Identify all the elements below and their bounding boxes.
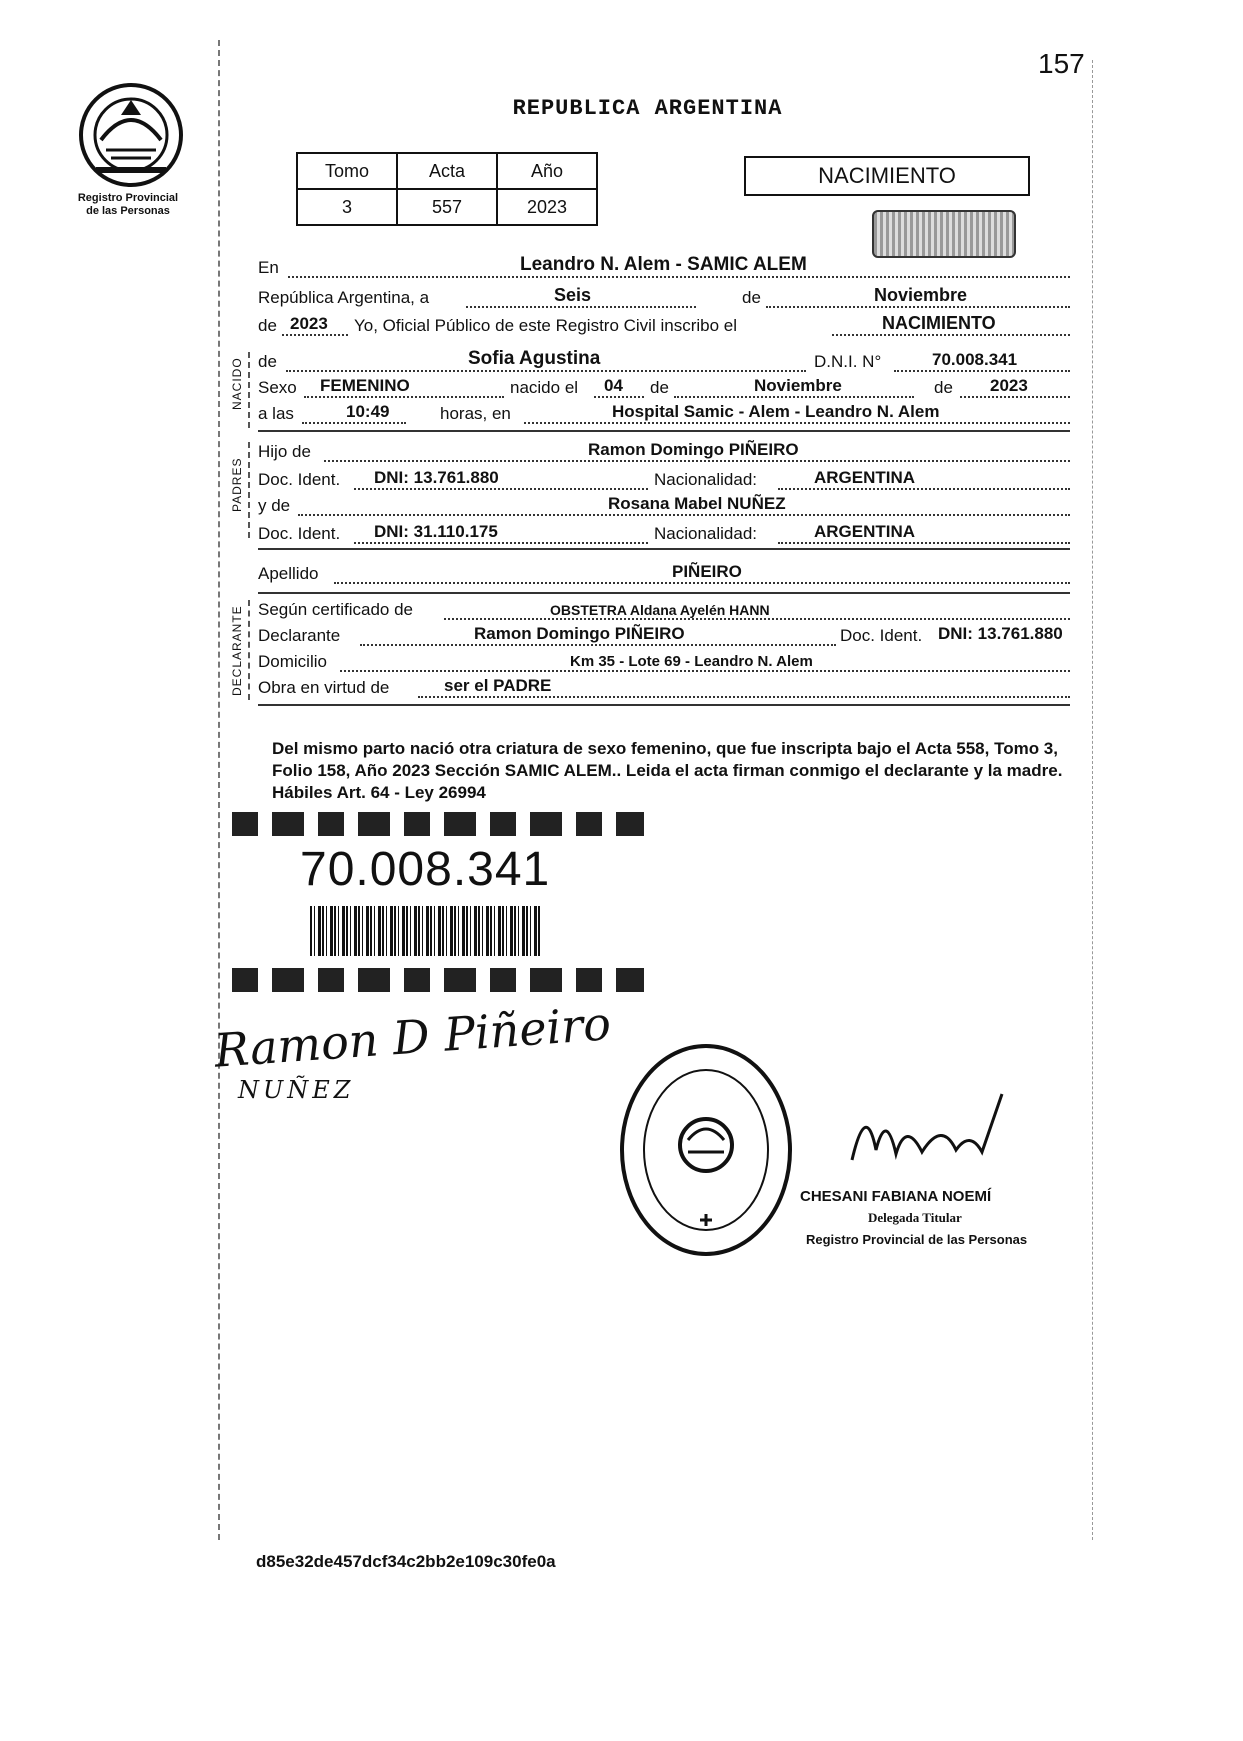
ref-header-tomo: Tomo — [297, 153, 397, 189]
seal-caption-line2: de las Personas — [86, 205, 170, 217]
right-margin-line — [1092, 60, 1093, 1540]
label-padre-doc: Doc. Ident. — [258, 470, 341, 489]
label-nac-de: de — [650, 378, 669, 397]
label-nacido-el: nacido el — [510, 378, 579, 397]
seal-caption — [58, 192, 198, 218]
label-obra: Obra en virtud de — [258, 678, 390, 697]
row-domicilio — [258, 648, 1070, 674]
officer-signature-icon — [846, 1090, 1006, 1180]
declarante-side-bar — [248, 600, 250, 700]
officer-org: Registro Provincial de las Personas — [806, 1232, 1028, 1247]
value-inscribo: NACIMIENTO — [882, 313, 996, 333]
row-hora — [258, 400, 1070, 426]
officer-signature — [846, 1090, 1006, 1180]
value-madre-doc: DNI: 31.110.175 — [374, 522, 498, 541]
value-sexo: FEMENINO — [320, 376, 410, 395]
row-sexo — [258, 374, 1070, 400]
document-hash: d85e32de457dcf34c2bb2e109c30fe0a — [256, 1552, 556, 1571]
security-band-bottom — [232, 968, 644, 992]
row-declarante — [258, 622, 1070, 648]
page-number: 157 — [1038, 48, 1085, 79]
value-madre-nac: ARGENTINA — [814, 522, 916, 541]
value-dni: 70.008.341 — [932, 350, 1018, 369]
value-en: Leandro N. Alem - SAMIC ALEM — [520, 254, 807, 275]
value-padre: Ramon Domingo PIÑEIRO — [588, 440, 799, 459]
value-anio: 2023 — [290, 314, 328, 333]
row-certificado — [258, 596, 1070, 622]
label-en: En — [258, 258, 279, 277]
rule-after-declarante — [258, 704, 1070, 706]
rule-after-apellido — [258, 592, 1070, 594]
value-hora: 10:49 — [346, 402, 390, 421]
value-mes: Noviembre — [874, 285, 968, 305]
label-horas-en: horas, en — [440, 404, 511, 423]
value-padre-doc: DNI: 13.761.880 — [374, 468, 499, 487]
row-republica — [258, 284, 1070, 310]
value-dia: Seis — [554, 285, 592, 305]
value-lugar: Hospital Samic - Alem - Leandro N. Alem — [612, 402, 940, 421]
label-declarante: Declarante — [258, 626, 341, 645]
value-certificado: OBSTETRA Aldana Ayelén HANN — [550, 602, 770, 618]
value-padre-nac: ARGENTINA — [814, 468, 916, 487]
ref-value-acta: 557 — [397, 189, 497, 225]
ref-value-tomo: 3 — [297, 189, 397, 225]
label-a-las: a las — [258, 404, 294, 423]
officer-role: Delegada Titular — [868, 1210, 962, 1225]
declarante-signature: Ramon D Piñeiro — [212, 996, 613, 1078]
value-nombre: Sofia Agustina — [468, 348, 601, 369]
value-decl-doc: DNI: 13.761.880 — [938, 624, 1063, 643]
label-madre-nac: Nacionalidad: — [654, 524, 758, 543]
label-de-anio: de — [258, 316, 277, 335]
ref-value-anio: 2023 — [497, 189, 597, 225]
country-title: REPUBLICA ARGENTINA — [512, 96, 783, 121]
value-nac-dia: 04 — [604, 376, 623, 395]
serial-stamp — [872, 210, 1016, 258]
row-inscribo — [258, 312, 1070, 338]
label-dni: D.N.I. N° — [814, 352, 882, 371]
observation-note: Del mismo parto nació otra criatura de sexo femenino, que fue inscripta bajo el Acta 558, Tomo 3, Folio 158, Año 2023 Sección SAMIC ALEM.. Leida el acta firman conmigo el declarante y la madre. Hábiles Art. 64 - Ley 26994 — [272, 739, 1063, 802]
label-hijo-de: Hijo de — [258, 442, 311, 461]
value-madre: Rosana Mabel NUÑEZ — [608, 494, 786, 513]
row-obra — [258, 674, 1070, 700]
side-label-padres: PADRES — [230, 457, 244, 512]
row-padre-doc — [258, 466, 1070, 492]
label-yo: Yo, Oficial Público de este Registro Civil inscribo el — [354, 316, 737, 335]
label-sexo: Sexo — [258, 378, 297, 397]
ref-header-anio: Año — [497, 153, 597, 189]
row-nombre — [258, 348, 1070, 374]
label-certificado: Según certificado de — [258, 600, 413, 619]
rule-after-padres — [258, 548, 1070, 550]
row-padre — [258, 438, 1070, 464]
seal-caption-line1: Registro Provincial — [77, 192, 179, 204]
reference-table — [296, 152, 598, 226]
label-apellido: Apellido — [258, 564, 319, 583]
side-label-nacido: NACIDO — [230, 357, 244, 410]
value-nac-mes: Noviembre — [754, 376, 842, 395]
value-domicilio: Km 35 - Lote 69 - Leandro N. Alem — [570, 653, 813, 670]
value-declarante: Ramon Domingo PIÑEIRO — [474, 624, 685, 643]
dni-barcode — [310, 906, 540, 956]
value-obra: ser el PADRE — [444, 676, 552, 695]
label-de-mes: de — [742, 288, 761, 307]
value-apellido: PIÑEIRO — [672, 562, 742, 581]
delegation-stamp-icon — [616, 1040, 796, 1260]
label-madre-doc: Doc. Ident. — [258, 524, 341, 543]
value-nac-anio: 2023 — [990, 376, 1028, 395]
record-type-box: NACIMIENTO — [744, 156, 1030, 196]
label-decl-doc: Doc. Ident. — [840, 626, 923, 645]
madre-signature: NUÑEZ — [238, 1076, 355, 1104]
left-margin-line — [218, 40, 220, 1540]
padres-side-bar — [248, 442, 250, 538]
row-apellido — [258, 560, 1070, 586]
ref-header-acta: Acta — [397, 153, 497, 189]
row-madre — [258, 492, 1070, 518]
dni-number-large: 70.008.341 — [300, 843, 551, 896]
rule-after-nacido — [258, 430, 1070, 432]
nacido-side-bar — [248, 352, 250, 428]
row-madre-doc — [258, 520, 1070, 546]
officer-name: CHESANI FABIANA NOEMÍ — [800, 1188, 992, 1205]
security-band-top — [232, 812, 644, 836]
label-republica: República Argentina, a — [258, 288, 430, 307]
label-nac-de2: de — [934, 378, 953, 397]
label-y-de: y de — [258, 496, 291, 515]
label-domicilio: Domicilio — [258, 652, 327, 671]
label-nombre: de — [258, 352, 277, 371]
label-padre-nac: Nacionalidad: — [654, 470, 758, 489]
row-en — [258, 254, 1070, 280]
side-label-declarante: DECLARANTE — [230, 605, 244, 696]
